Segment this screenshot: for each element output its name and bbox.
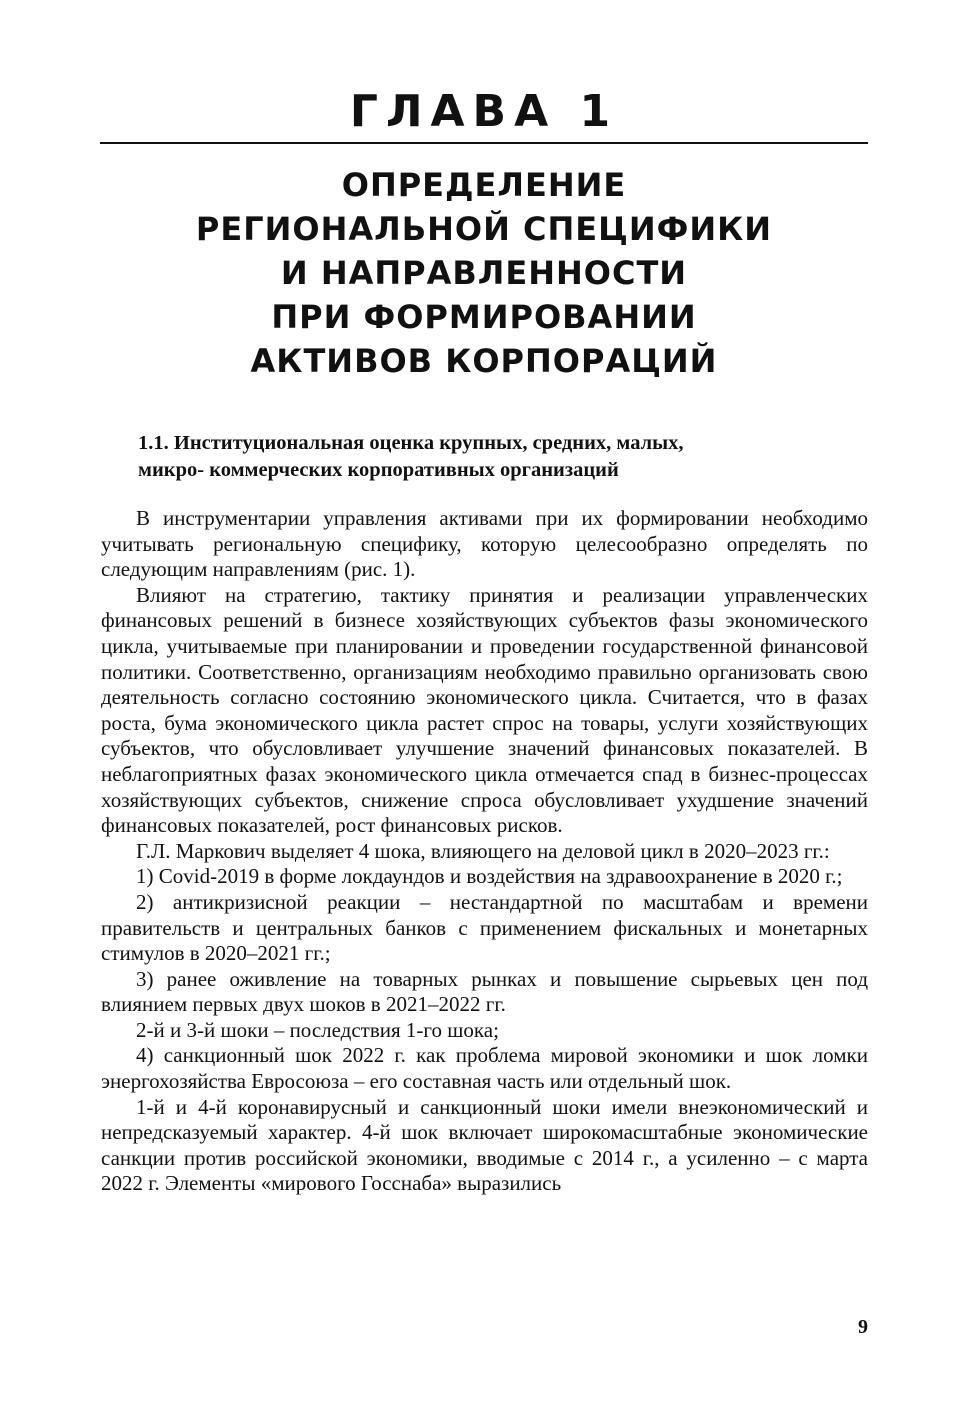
subtitle-line: РЕГИОНАЛЬНОЙ СПЕЦИФИКИ [195, 210, 773, 248]
body-text [101, 506, 868, 1197]
paragraph: 2) антикризисной реакции – нестандартной по масштабам и времени правительств и центральных банков с применением фискальных и монетарных стимулов в 2020–2021 гг.; [101, 889, 868, 966]
subtitle-line: ОПРЕДЕЛЕНИЕ [341, 166, 627, 204]
paragraph: 3) ранее оживление на товарных рынках и повышение сырьевых цен под влиянием первых двух шоков в 2021–2022 гг. [101, 966, 868, 1017]
title-divider [100, 142, 868, 144]
paragraph: 4) санкционный шок 2022 г. как проблема мировой экономики и шок ломки энергохозяйства Евросоюза – его составная часть или отдельный шок. [101, 1043, 868, 1094]
paragraph: В инструментарии управления активами при их формировании необходимо учитывать региональную специфику, которую целесообразно определять по следующим направлениям (рис. 1). [101, 506, 868, 582]
paragraph: 2-й и 3-й шоки – последствия 1-го шока; [136, 1017, 499, 1042]
paragraph: Влияют на стратегию, тактику принятия и реализации управленческих финансовых решений в бизнесе хозяйствующих субъектов фазы экономического цикла, учитываемые при планировании и проведении государственной финансовой политики. Соответственно, организациям необходимо правильно организовать свою деятельность согласно состоянию экономического цикла. Считается, что в фазах роста, бума экономического цикла растет спрос на товары, услуги хозяйствующих субъектов, что обусловливает улучшение значений финансовых показателей. В неблагоприятных фазах экономического цикла отмечается спад в бизнес-процессах хозяйствующих субъектов, снижение спроса обусловливает ухудшение значений финансовых показателей, рост финансовых рисков. [101, 582, 868, 838]
paragraph: 1) Covid-2019 в форме локдаундов и воздействия на здравоохранение в 2020 г.; [136, 864, 843, 889]
subtitle-line: АКТИВОВ КОРПОРАЦИЙ [250, 342, 718, 380]
section-heading-line: микро- коммерческих корпоративных организаций [138, 459, 619, 481]
subtitle-line: И НАПРАВЛЕННОСТИ [280, 254, 688, 292]
subtitle-line: ПРИ ФОРМИРОВАНИИ [271, 298, 697, 336]
chapter-subtitle [100, 163, 868, 383]
section-heading-line: 1.1. Институциональная оценка крупных, средних, малых, [138, 432, 684, 454]
section-heading [138, 430, 838, 484]
chapter-title: ГЛАВА 1 [349, 86, 619, 137]
paragraph: 1-й и 4-й коронавирусный и санкционный шоки имели внеэкономический и непредсказуемый характер. 4-й шок включает широкомасштабные экономические санкции против российской экономики, вводимые с 2014 г., а усиленно – с марта 2022 г. Элементы «мирового Госснаба» выразились [101, 1094, 868, 1196]
page-number: 9 [858, 1316, 868, 1338]
paragraph: Г.Л. Маркович выделяет 4 шока, влияющего на деловой цикл в 2020–2023 гг.: [136, 838, 830, 863]
